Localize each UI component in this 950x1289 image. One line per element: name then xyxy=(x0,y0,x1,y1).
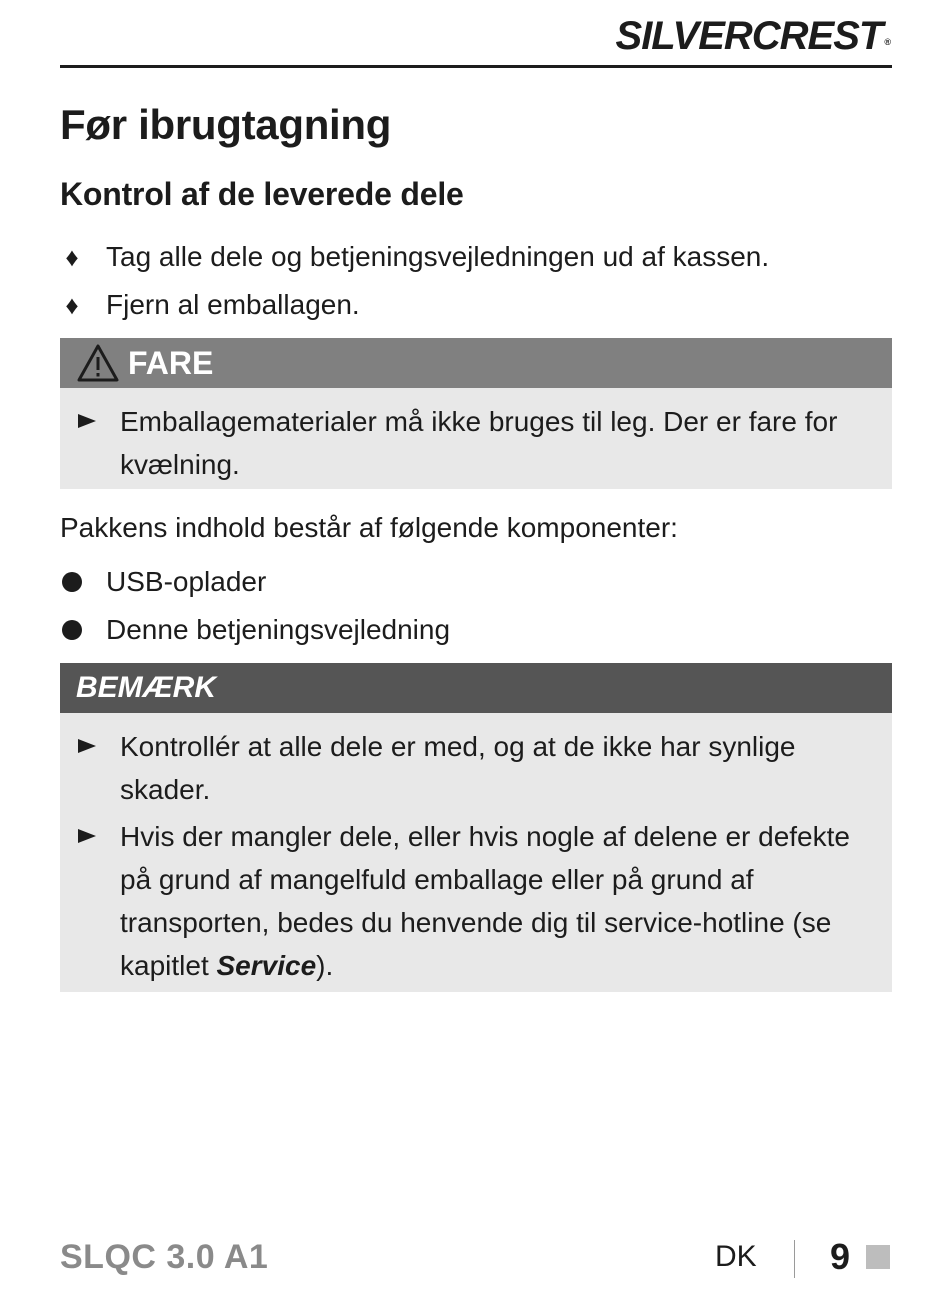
contents-item-text: Denne betjeningsvejledning xyxy=(106,614,451,645)
warning-triangle-icon xyxy=(76,343,120,383)
brand-logo xyxy=(616,14,890,58)
danger-header xyxy=(60,338,892,388)
step-text: Tag alle dele og betjeningsvejledningen ud af kassen. xyxy=(106,241,770,272)
list-item xyxy=(60,558,892,606)
registered-mark: ® xyxy=(884,37,890,47)
note-item-tail: ). xyxy=(316,950,334,981)
note-label: BEMÆRK xyxy=(76,671,216,704)
note-notice xyxy=(60,663,892,992)
round-bullet-icon xyxy=(62,572,82,592)
danger-label: FARE xyxy=(128,344,214,381)
list-item xyxy=(60,606,892,654)
arrow-bullet-icon xyxy=(78,414,96,428)
diamond-bullet-icon: ♦ xyxy=(65,290,79,320)
brand-logo-text: SILVERCREST xyxy=(615,14,883,58)
step-text: Fjern al emballagen. xyxy=(106,289,360,320)
round-bullet-icon xyxy=(62,620,82,640)
list-item xyxy=(60,281,892,329)
service-reference: Service xyxy=(216,950,317,981)
danger-item xyxy=(76,400,876,486)
steps-list xyxy=(60,233,892,329)
note-item-text: Kontrollér at alle dele er med, og at de ikke har synlige skader. xyxy=(120,731,796,805)
page-number: 9 xyxy=(830,1236,851,1277)
danger-item-text: Emballagematerialer må ikke bruges til leg. Der er fare for kvælning. xyxy=(120,406,838,480)
note-item xyxy=(76,815,876,987)
arrow-bullet-icon xyxy=(78,739,96,753)
note-header xyxy=(60,663,892,713)
danger-body xyxy=(60,388,892,494)
list-item xyxy=(60,233,892,281)
note-item-text: Hvis der mangler dele, eller hvis nogle af delene er defekte på grund af mangelfuld emballage eller på grund af transporten, bedes du henvende dig til service-hotline (se kapitlet xyxy=(120,821,850,981)
note-item xyxy=(76,725,876,811)
contents-item-text: USB-oplader xyxy=(106,566,267,597)
footer-divider xyxy=(794,1240,795,1278)
header-divider xyxy=(60,65,892,68)
page-marker-square xyxy=(866,1245,890,1269)
contents-intro: Pakkens indhold består af følgende komponenter: xyxy=(60,512,678,543)
model-number: SLQC 3.0 A1 xyxy=(60,1238,269,1276)
diamond-bullet-icon: ♦ xyxy=(65,242,79,272)
language-code: DK xyxy=(715,1240,757,1273)
note-body xyxy=(60,713,892,995)
contents-list xyxy=(60,558,892,654)
section-title: Før ibrugtagning xyxy=(60,101,392,148)
arrow-bullet-icon xyxy=(78,829,96,843)
danger-notice xyxy=(60,338,892,489)
section-subtitle: Kontrol af de leverede dele xyxy=(60,176,464,212)
